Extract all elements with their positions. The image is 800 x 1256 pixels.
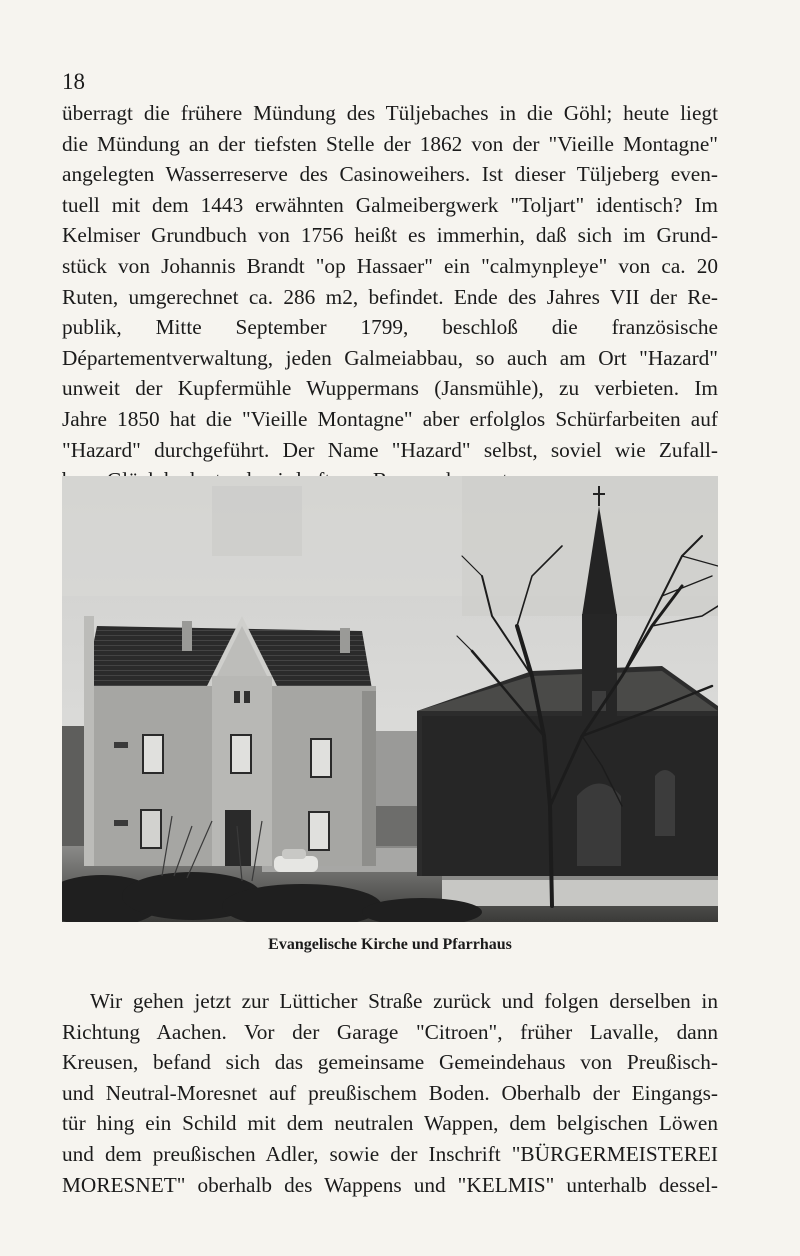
text-line: die Mündung an der tiefsten Stelle der 1862 von der "Vieille Montagne" [62, 131, 718, 156]
text-line: überragt die frühere Mündung des Tüljebaches in die Göhl; heute liegt [62, 101, 718, 125]
text-line: Départementverwaltung, jeden Galmeiabbau, so auch am Ort "Hazard" [62, 345, 718, 370]
text-line: angelegten Wasserreserve des Casinoweihers. Ist dieser Tüljeberg even- [62, 162, 718, 187]
text-line: Jahre 1850 hat die "Vieille Montagne" aber erfolglos Schürfarbeiten auf [62, 406, 718, 431]
paragraph-2 [62, 986, 718, 1200]
text-line: unweit der Kupfermühle Wuppermans (Jansmühle), zu verbieten. Im [62, 376, 718, 401]
text-line: publik, Mitte September 1799, beschloß die französische [62, 315, 718, 340]
rectory-building [84, 616, 376, 866]
text-line: stück von Johannis Brandt "op Hassaer" ein "calmynpleye" von ca. 20 [62, 253, 718, 278]
page-number: 18 [62, 69, 85, 94]
text-line: Kreusen, befand sich das gemeinsame Gemeindehaus von Preußisch- [62, 1050, 718, 1075]
church-and-rectory-photo [62, 476, 718, 922]
text-line: Wir gehen jetzt zur Lütticher Straße zurück und folgen derselben in [90, 989, 718, 1013]
text-line: MORESNET" oberhalb des Wappens und "KELMIS" unterhalb dessel- [62, 1172, 718, 1197]
text-line: Ruten, umgerechnet ca. 286 m2, befindet. Ende des Jahres VII der Re- [62, 284, 718, 309]
text-line: und Neutral-Moresnet auf preußischem Boden. Oberhalb der Eingangs- [62, 1080, 718, 1105]
text-line: und dem preußischen Adler, sowie der Inschrift "BÜRGERMEISTEREI [62, 1141, 718, 1166]
text-line: tür hing ein Schild mit dem neutralen Wappen, dem belgischen Löwen [62, 1111, 718, 1136]
photo-caption: Evangelische Kirche und Pfarrhaus [268, 936, 512, 953]
paragraph-1 [62, 98, 718, 496]
text-line: "Hazard" durchgeführt. Der Name "Hazard" selbst, soviel wie Zufall- [62, 437, 718, 462]
text-line: tuell mit dem 1443 erwähnten Galmeibergwerk "Toljart" identisch? Im [62, 192, 718, 217]
text-line: Kelmiser Grundbuch von 1756 heißt es immerhin, daß sich im Grund- [62, 223, 718, 248]
text-line: Richtung Aachen. Vor der Garage "Citroen", früher Lavalle, dann [62, 1019, 718, 1044]
